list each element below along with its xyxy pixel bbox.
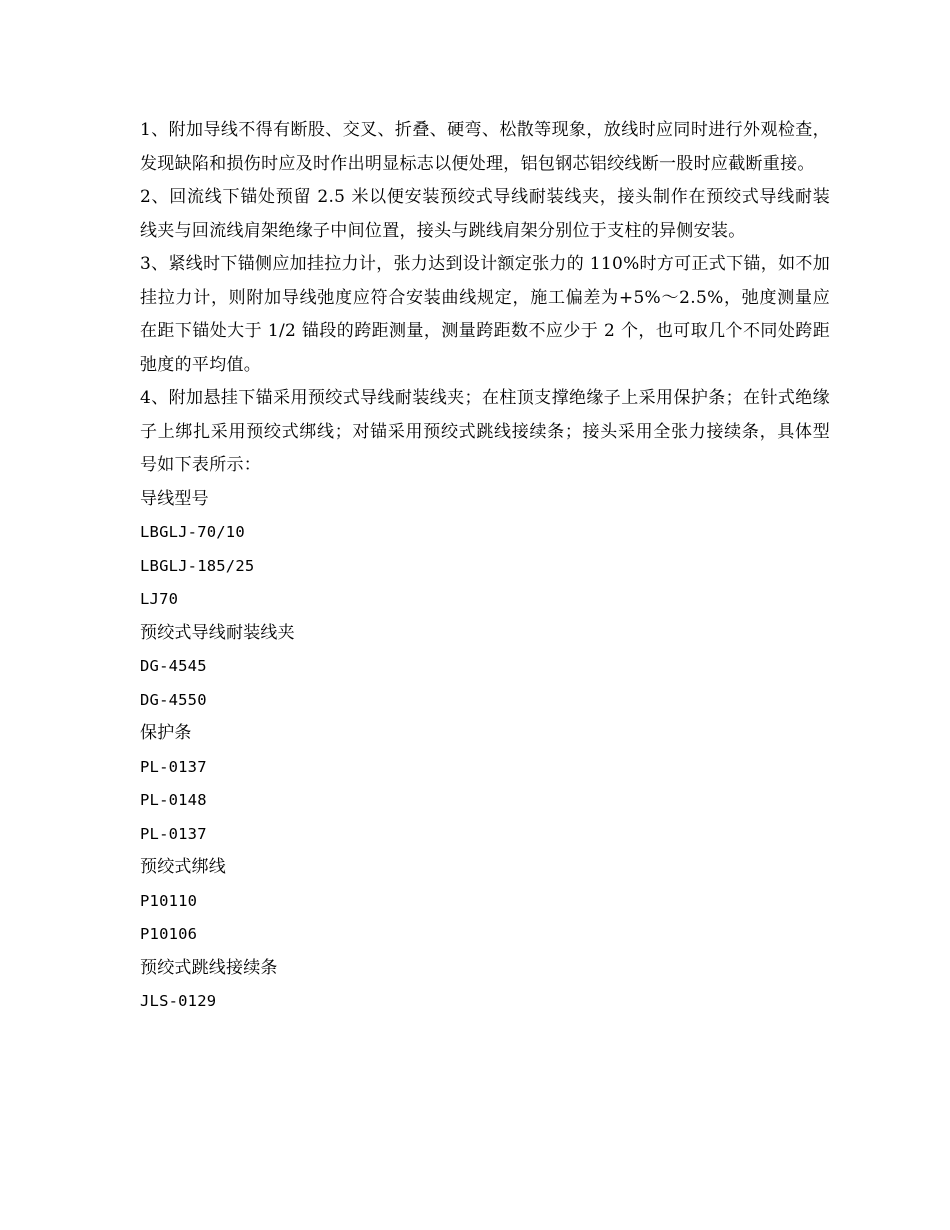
table-cell: P10110 [140,891,198,910]
table-cell: PL-0148 [140,791,207,809]
table-cell: DG-4545 [140,657,207,675]
table-cell: LBGLJ-185/25 [140,556,255,575]
table-cell: LJ70 [140,590,179,608]
paragraph-3: 3、紧线时下锚侧应加挂拉力计，张力达到设计额定张力的 110%时方可正式下锚，如不加挂拉力计，则附加导线弛度应符合安装曲线规定，施工偏差为+5%～2.5%，弛度测量应在距下锚处大于 1/2 锚段的跨距测量，测量跨距数不应少于 2 个，也可取几个不同处跨距弛度的平均值。 [140,254,830,375]
table-cell: P10106 [140,925,198,943]
table-cell: JLS-0129 [140,992,217,1010]
table-cell: DG-4550 [140,690,207,709]
table-header-conductor-model: 导线型号 [140,488,209,509]
table-header-binding-wire: 预绞式绑线 [140,857,226,877]
table-cell: LBGLJ-70/10 [140,523,245,541]
table-header-tension-clamp: 预绞式导线耐装线夹 [140,622,295,643]
table-cell: PL-0137 [140,757,207,776]
table-header-jumper-splice: 预绞式跳线接续条 [140,957,278,978]
paragraph-4: 4、附加悬挂下锚采用预绞式导线耐装线夹；在柱顶支撑绝缘子上采用保护条；在针式绝缘子上绑扎采用预绞式绑线；对锚采用预绞式跳线接续条；接头采用全张力接续条，具体型号如下表所示： [140,388,830,475]
document-page [140,114,830,1019]
table-cell: PL-0137 [140,824,207,843]
paragraph-2: 2、回流线下锚处预留 2.5 米以便安装预绞式导线耐装线夹，接头制作在预绞式导线耐装线夹与回流线肩架绝缘子中间位置，接头与跳线肩架分别位于支柱的异侧安装。 [140,187,830,241]
model-table-list [140,483,830,1019]
paragraph-1: 1、附加导线不得有断股、交叉、折叠、硬弯、松散等现象，放线时应同时进行外观检查，发现缺陷和损伤时应及时作出明显标志以便处理，铝包钢芯铝绞线断一股时应截断重接。 [140,120,830,174]
table-header-protection-strip: 保护条 [140,723,192,743]
